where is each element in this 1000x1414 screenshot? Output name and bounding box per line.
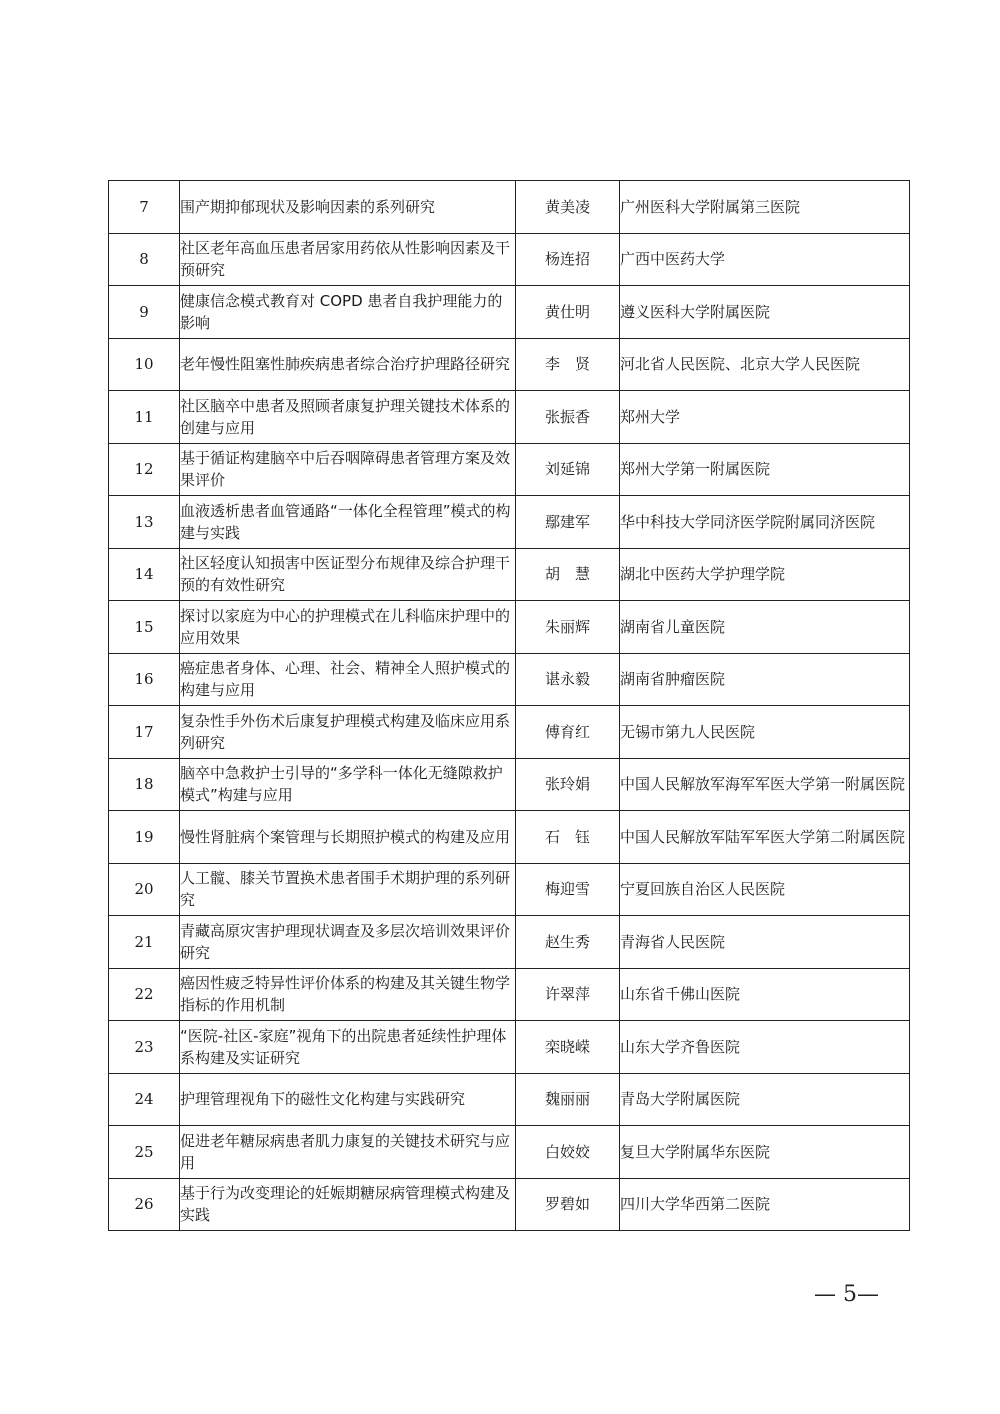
row-number: 24	[109, 1073, 180, 1126]
organization: 山东大学齐鲁医院	[620, 1021, 910, 1074]
table-row	[109, 286, 910, 339]
row-number: 10	[109, 338, 180, 391]
project-title: 促进老年糖尿病患者肌力康复的关键技术研究与应用	[180, 1126, 516, 1179]
organization: 复旦大学附属华东医院	[620, 1126, 910, 1179]
organization: 宁夏回族自治区人民医院	[620, 863, 910, 916]
project-leader: 栾晓嵘	[516, 1021, 620, 1074]
project-title: 护理管理视角下的磁性文化构建与实践研究	[180, 1073, 516, 1126]
project-title: 探讨以家庭为中心的护理模式在儿科临床护理中的应用效果	[180, 601, 516, 654]
organization: 湖南省肿瘤医院	[620, 653, 910, 706]
project-leader: 张玲娟	[516, 758, 620, 811]
table-row	[109, 1178, 910, 1231]
row-number: 15	[109, 601, 180, 654]
table-row	[109, 601, 910, 654]
project-title: 慢性肾脏病个案管理与长期照护模式的构建及应用	[180, 811, 516, 864]
table-row	[109, 233, 910, 286]
row-number: 12	[109, 443, 180, 496]
project-leader: 赵生秀	[516, 916, 620, 969]
organization: 湖南省儿童医院	[620, 601, 910, 654]
table-row	[109, 811, 910, 864]
project-leader: 朱丽辉	[516, 601, 620, 654]
row-number: 7	[109, 181, 180, 234]
organization: 湖北中医药大学护理学院	[620, 548, 910, 601]
table-row	[109, 706, 910, 759]
organization: 河北省人民医院、北京大学人民医院	[620, 338, 910, 391]
project-leader: 张振香	[516, 391, 620, 444]
project-leader: 许翠萍	[516, 968, 620, 1021]
organization: 华中科技大学同济医学院附属同济医院	[620, 496, 910, 549]
row-number: 19	[109, 811, 180, 864]
project-title: 癌因性疲乏特异性评价体系的构建及其关键生物学指标的作用机制	[180, 968, 516, 1021]
project-leader: 刘延锦	[516, 443, 620, 496]
project-title: 基于行为改变理论的妊娠期糖尿病管理模式构建及实践	[180, 1178, 516, 1231]
organization: 青岛大学附属医院	[620, 1073, 910, 1126]
table-row	[109, 1073, 910, 1126]
project-leader: 鄢建军	[516, 496, 620, 549]
row-number: 18	[109, 758, 180, 811]
project-leader: 黄仕明	[516, 286, 620, 339]
organization: 青海省人民医院	[620, 916, 910, 969]
project-title: 癌症患者身体、心理、社会、精神全人照护模式的构建与应用	[180, 653, 516, 706]
table-row	[109, 1126, 910, 1179]
table-row	[109, 758, 910, 811]
project-title: 青藏高原灾害护理现状调查及多层次培训效果评价研究	[180, 916, 516, 969]
row-number: 23	[109, 1021, 180, 1074]
project-title: 社区脑卒中患者及照顾者康复护理关键技术体系的创建与应用	[180, 391, 516, 444]
project-leader: 魏丽丽	[516, 1073, 620, 1126]
organization: 中国人民解放军陆军军医大学第二附属医院	[620, 811, 910, 864]
project-title: 老年慢性阻塞性肺疾病患者综合治疗护理路径研究	[180, 338, 516, 391]
project-title: 脑卒中急救护士引导的“多学科一体化无缝隙救护模式”构建与应用	[180, 758, 516, 811]
table-row	[109, 968, 910, 1021]
row-number: 25	[109, 1126, 180, 1179]
table-row	[109, 653, 910, 706]
project-title: 人工髋、膝关节置换术患者围手术期护理的系列研究	[180, 863, 516, 916]
row-number: 22	[109, 968, 180, 1021]
organization: 四川大学华西第二医院	[620, 1178, 910, 1231]
project-table	[108, 180, 910, 1231]
project-leader: 白姣姣	[516, 1126, 620, 1179]
project-leader: 罗碧如	[516, 1178, 620, 1231]
table-row	[109, 548, 910, 601]
project-title: “医院-社区-家庭”视角下的出院患者延续性护理体系构建及实证研究	[180, 1021, 516, 1074]
table-row	[109, 338, 910, 391]
table-row	[109, 1021, 910, 1074]
project-leader: 石 钰	[516, 811, 620, 864]
project-title: 社区轻度认知损害中医证型分布规律及综合护理干预的有效性研究	[180, 548, 516, 601]
project-leader: 黄美凌	[516, 181, 620, 234]
project-title: 健康信念模式教育对 COPD 患者自我护理能力的影响	[180, 286, 516, 339]
project-title: 围产期抑郁现状及影响因素的系列研究	[180, 181, 516, 234]
row-number: 14	[109, 548, 180, 601]
organization: 广西中医药大学	[620, 233, 910, 286]
organization: 无锡市第九人民医院	[620, 706, 910, 759]
project-title: 基于循证构建脑卒中后吞咽障碍患者管理方案及效果评价	[180, 443, 516, 496]
table-row	[109, 496, 910, 549]
project-leader: 谌永毅	[516, 653, 620, 706]
project-leader: 胡 慧	[516, 548, 620, 601]
organization: 中国人民解放军海军军医大学第一附属医院	[620, 758, 910, 811]
row-number: 13	[109, 496, 180, 549]
project-leader: 杨连招	[516, 233, 620, 286]
table-row	[109, 443, 910, 496]
project-title: 社区老年高血压患者居家用药依从性影响因素及干预研究	[180, 233, 516, 286]
table-row	[109, 181, 910, 234]
table-row	[109, 863, 910, 916]
project-title: 血液透析患者血管通路“一体化全程管理”模式的构建与实践	[180, 496, 516, 549]
row-number: 9	[109, 286, 180, 339]
row-number: 8	[109, 233, 180, 286]
project-leader: 梅迎雪	[516, 863, 620, 916]
page-number: — 5—	[814, 1282, 879, 1307]
row-number: 17	[109, 706, 180, 759]
table-row	[109, 391, 910, 444]
project-leader: 傅育红	[516, 706, 620, 759]
row-number: 11	[109, 391, 180, 444]
row-number: 20	[109, 863, 180, 916]
table-row	[109, 916, 910, 969]
project-table-body	[109, 181, 910, 1231]
row-number: 26	[109, 1178, 180, 1231]
organization: 郑州大学第一附属医院	[620, 443, 910, 496]
row-number: 21	[109, 916, 180, 969]
project-title: 复杂性手外伤术后康复护理模式构建及临床应用系列研究	[180, 706, 516, 759]
organization: 遵义医科大学附属医院	[620, 286, 910, 339]
organization: 郑州大学	[620, 391, 910, 444]
organization: 山东省千佛山医院	[620, 968, 910, 1021]
organization: 广州医科大学附属第三医院	[620, 181, 910, 234]
project-leader: 李 贤	[516, 338, 620, 391]
row-number: 16	[109, 653, 180, 706]
